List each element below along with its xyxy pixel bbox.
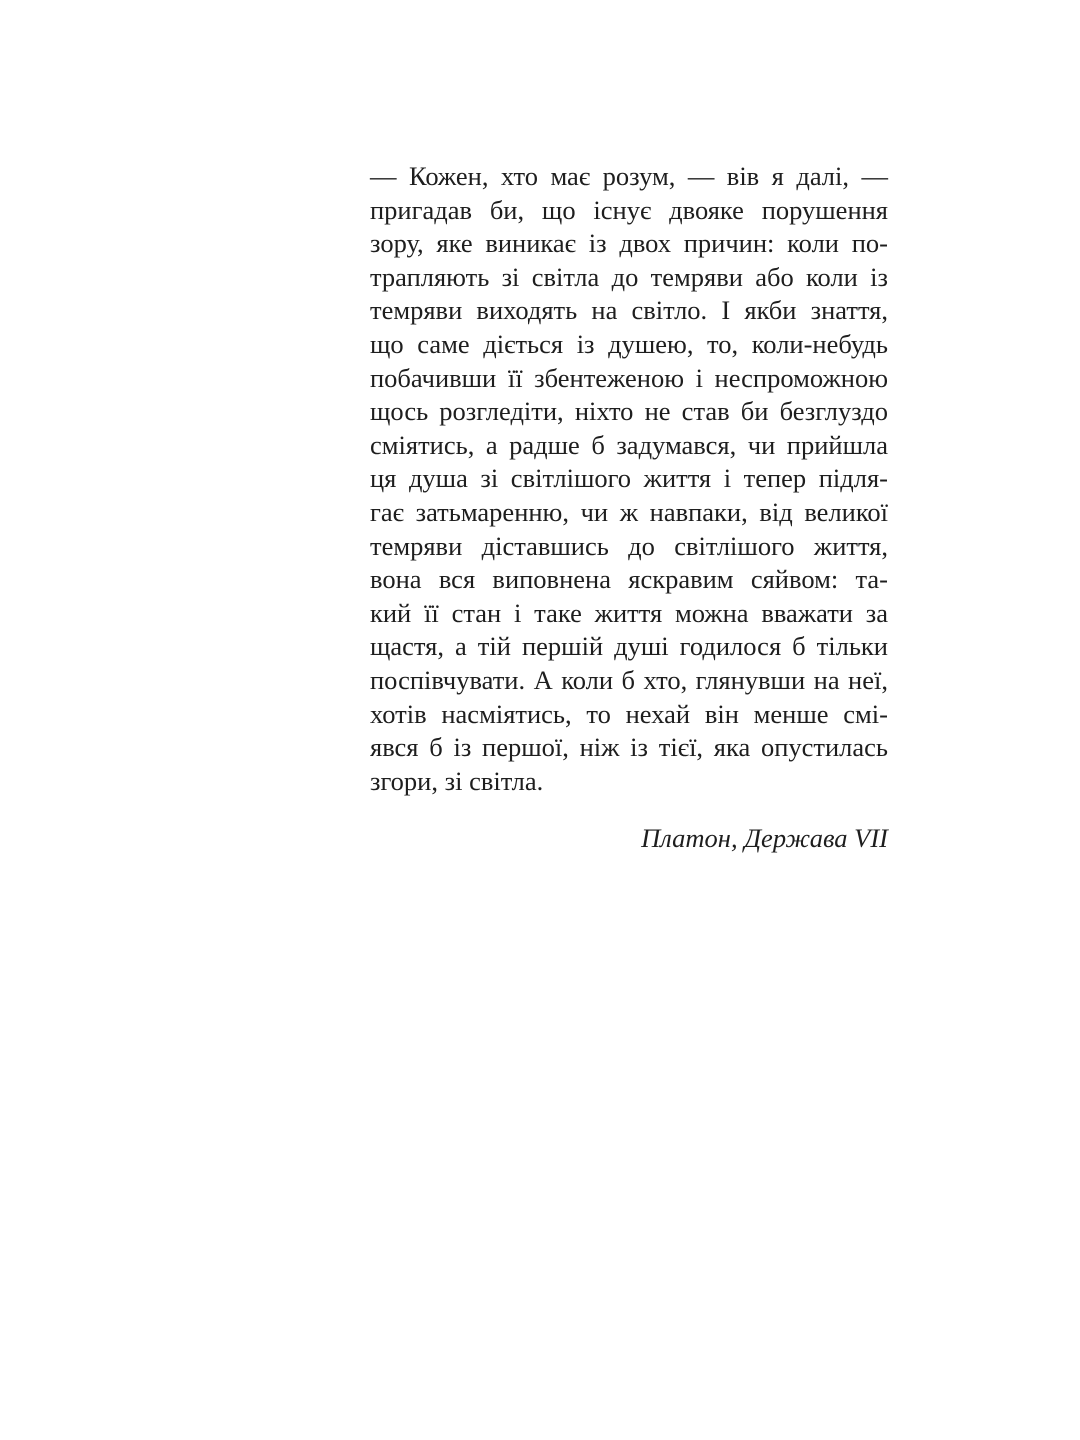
- quote-line: щось розгледіти, ніхто не став би безглуздо: [370, 396, 888, 427]
- epigraph-quote: [370, 160, 888, 798]
- quote-line: трапляють зі світла до темряви або коли із: [370, 261, 888, 292]
- quote-line: що саме діється із душею, то, коли-небудь: [370, 328, 888, 359]
- quote-line: темряви діставшись до світлішого життя,: [370, 530, 888, 561]
- quote-line: темряви виходять на світло. І якби знаття,: [370, 295, 888, 326]
- quote-line: вона вся виповнена яскравим сяйвом: та-: [370, 564, 888, 595]
- quote-line: — Кожен, хто має розум, — вів я далі, —: [370, 161, 888, 191]
- quote-line: згори, зі світла.: [370, 765, 544, 796]
- quote-line: кий її стан і таке життя можна вважати за: [370, 597, 888, 628]
- quote-line: пригадав би, що існує двояке порушення: [370, 194, 888, 225]
- quote-line: поспівчувати. А коли б хто, глянувши на неї,: [370, 664, 888, 695]
- quote-line: щастя, а тій першій душі годилося б тільки: [370, 631, 888, 662]
- quote-line: зору, яке виникає із двох причин: коли по-: [370, 228, 888, 259]
- quote-line: побачивши її збентеженою і неспроможною: [370, 362, 888, 393]
- quote-line: сміятись, а радше б задумався, чи прийшла: [370, 429, 888, 460]
- quote-line: ця душа зі світлішого життя і тепер підля-: [370, 463, 888, 494]
- quote-line: гає затьмаренню, чи ж навпаки, від великої: [370, 496, 888, 527]
- quote-line: явся б із першої, ніж із тієї, яка опустилась: [370, 732, 888, 763]
- quote-line: хотів насміятись, то нехай він менше смі-: [370, 698, 888, 729]
- quote-attribution: Платон, Держава VII: [641, 823, 888, 853]
